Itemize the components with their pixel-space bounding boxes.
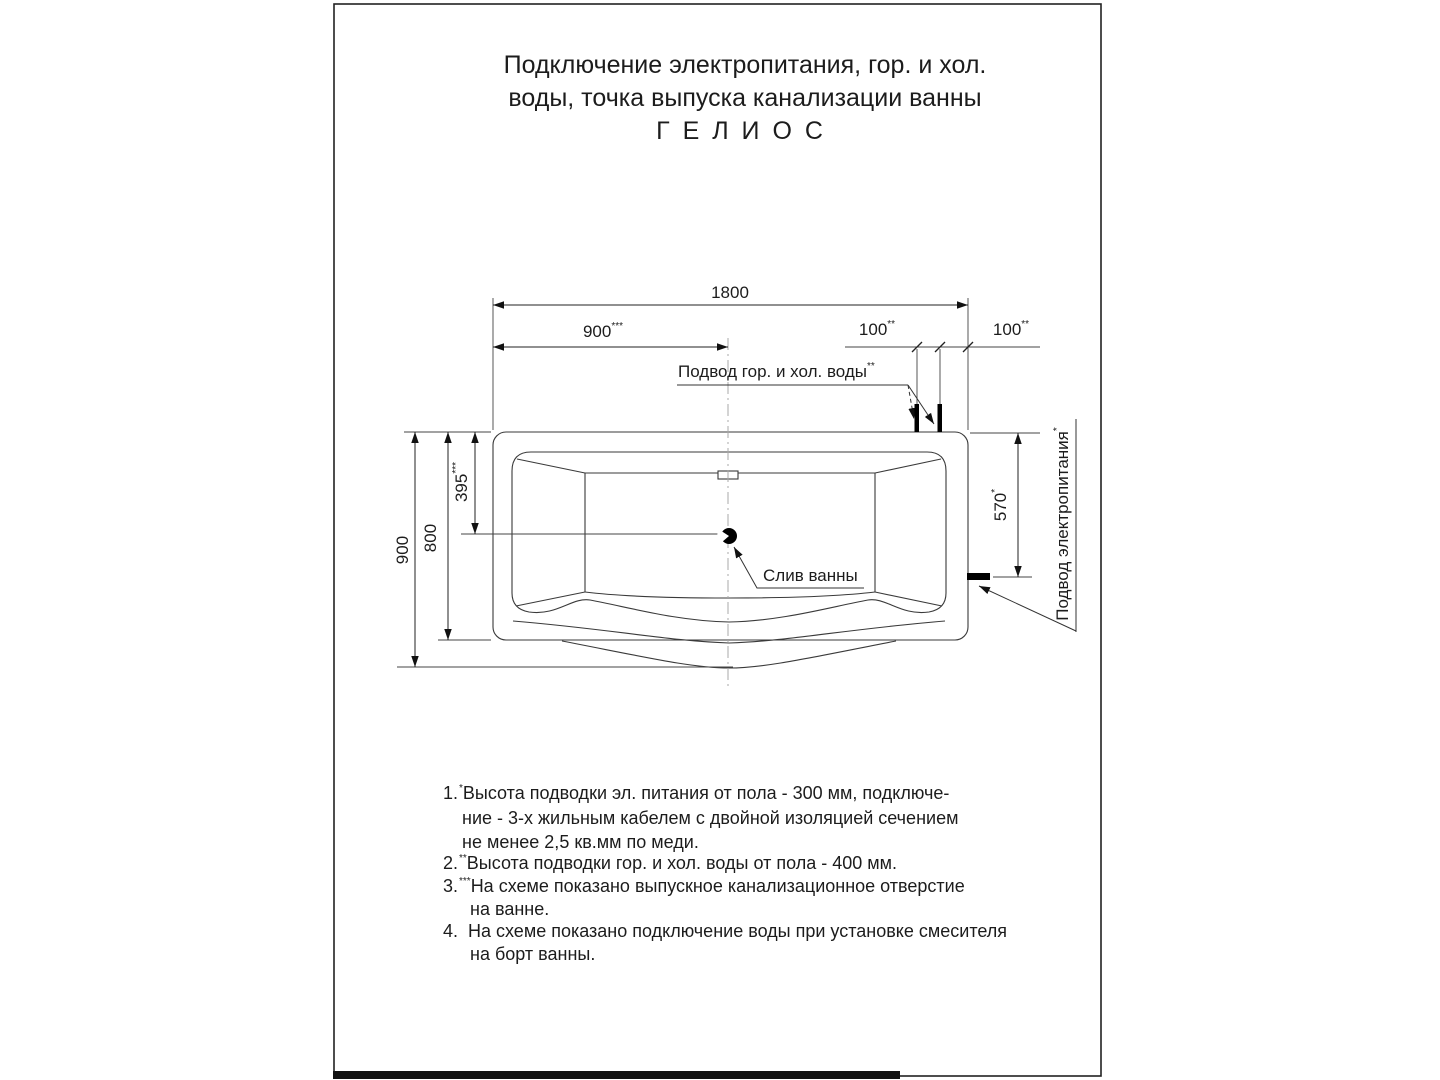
dim-total-width: 900 [393, 535, 412, 565]
note-4-line-1: На схеме показано подключение воды при установке смесителя [468, 921, 1008, 941]
dim-water-1-footmark: ** [887, 319, 896, 331]
dim-drain-x-footmark: *** [611, 321, 624, 333]
page-title-model: Г Е Л И О С [656, 117, 826, 145]
dim-drain-x-value: 900 [582, 322, 612, 341]
label-power-supply-text: Подвод электропитания [1053, 431, 1072, 621]
dim-drain-y-footmark: *** [451, 461, 463, 474]
dim-water-2-footmark: ** [1021, 319, 1030, 331]
label-drain: Слив ванны [763, 566, 858, 585]
dim-drain-x [583, 322, 623, 342]
note-4-line-2: на борт ванны. [470, 944, 596, 964]
dim-water-1-value: 100 [858, 320, 888, 339]
note-1-line-1 [459, 783, 949, 804]
note-2-number: 2. [443, 853, 459, 873]
dim-power-y-value: 570 [991, 492, 1010, 522]
label-power-supply [1053, 427, 1073, 621]
dim-drain-y [452, 462, 472, 502]
label-water-supply-text: Подвод гор. и хол. воды [678, 362, 868, 381]
label-water-supply [678, 362, 875, 382]
page-title-line2: воды, точка выпуска канализации ванны [508, 84, 982, 112]
power-connection-mark [967, 573, 990, 580]
dim-water-2-value: 100 [992, 320, 1022, 339]
note-4-number: 4. [443, 921, 459, 941]
note-1-number: 1. [443, 783, 459, 803]
page-title-line1: Подключение электропитания, гор. и хол. [503, 51, 987, 79]
note-1-footmark: * [459, 783, 463, 794]
note-3-number: 3. [443, 876, 459, 896]
note-3-footmark: *** [459, 876, 471, 887]
dim-water-offset-1 [859, 320, 895, 340]
dim-power-y-footmark: * [990, 488, 1002, 493]
dim-drain-y-value: 395 [452, 473, 471, 503]
note-1-line-2: ние - 3-х жильным кабелем с двойной изоляцией сечением [462, 808, 959, 828]
note-2-text-1: Высота подводки гор. и хол. воды от пола - 400 мм. [466, 853, 897, 873]
label-water-supply-footmark: ** [867, 361, 875, 373]
note-2-footmark: ** [459, 853, 467, 864]
note-2-line-1 [459, 853, 897, 874]
dim-power-y [991, 489, 1011, 521]
note-3-line-1 [459, 876, 965, 897]
note-3-text-1: На схеме показано выпускное канализационное отверстие [470, 876, 965, 896]
note-1-text-1: Высота подводки эл. питания от пола - 300 мм, подключе- [462, 783, 950, 803]
dim-water-offset-2 [993, 320, 1029, 340]
dim-rect-width: 800 [421, 523, 440, 553]
label-power-supply-footmark: * [1052, 427, 1064, 432]
bath-outline [493, 432, 968, 668]
leader-lines [677, 385, 1076, 632]
note-1-line-3: не менее 2,5 кв.мм по меди. [462, 832, 699, 852]
water-connection-marks [915, 404, 943, 432]
note-3-line-2: на ванне. [470, 899, 550, 919]
drain-icon [717, 528, 737, 544]
dim-total-length: 1800 [711, 283, 749, 302]
